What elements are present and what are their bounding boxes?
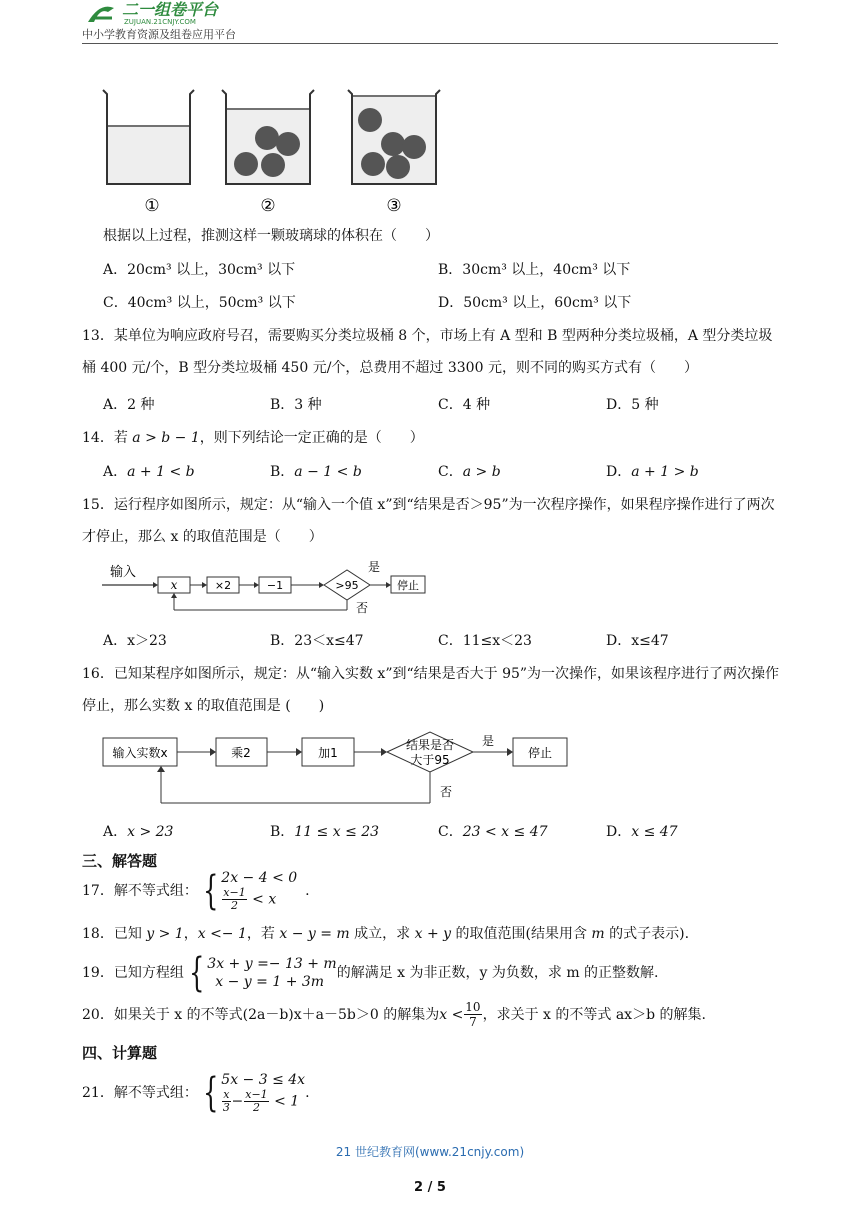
q20-math: x < (439, 1006, 464, 1023)
fraction-denominator: 2 (252, 1101, 260, 1114)
section-heading-3: 三、解答题 (82, 852, 158, 870)
q16-cond-line1: 结果是否 (405, 738, 455, 752)
footer-site-link[interactable]: 21 世纪教育网(www.21cnjy.com) (335, 1145, 525, 1159)
q17-prefix: 17．解不等式组： (82, 882, 198, 899)
q20 (82, 1000, 706, 1029)
q15-sub-box: −1 (266, 579, 284, 592)
q16-option-a[interactable] (103, 822, 173, 842)
q15-stop-box: 停止 (397, 579, 419, 592)
q17-line2 (221, 887, 297, 912)
q15-option-b[interactable]: B．23＜x≤47 (270, 633, 364, 649)
q12-stem: 根据以上过程，推测这样一颗玻璃球的体积在（ ） (103, 228, 439, 244)
q13-option-b[interactable]: B．3 种 (270, 397, 322, 413)
q16-stop-box: 停止 (527, 746, 553, 760)
option-label: A． (103, 824, 128, 840)
q14-stem (82, 428, 424, 448)
option-math: a > b (462, 464, 501, 480)
fraction-numerator: 10 (465, 1000, 481, 1014)
beaker-3 (348, 90, 440, 184)
beaker-label-1: ① (144, 196, 160, 216)
q17 (82, 869, 310, 912)
option-math: a + 1 > b (631, 464, 699, 480)
header-subtitle: 中小学教育资源及组卷应用平台 (82, 28, 236, 41)
q16-flowchart (100, 730, 570, 806)
beaker-label-2: ② (260, 196, 276, 216)
beaker-2 (222, 90, 314, 184)
q12-option-d[interactable]: D．50cm³ 以上，60cm³ 以下 (438, 295, 632, 311)
q14-option-c[interactable] (438, 462, 501, 482)
option-label: B． (270, 464, 295, 480)
q18-math-5: m (591, 926, 605, 942)
q14-option-d[interactable] (606, 462, 699, 482)
q21-line2 (221, 1089, 305, 1114)
q16-option-d[interactable] (606, 822, 678, 842)
q18-text-4: 成立，求 (349, 926, 415, 942)
q18-math-4: x + y (414, 926, 452, 942)
q18 (82, 924, 689, 944)
q17-line2-rest: < x (252, 891, 277, 908)
q14-prefix: 14．若 (82, 430, 133, 446)
page-number: 2 / 5 (414, 1180, 446, 1195)
q19-prefix: 19．已知方程组 (82, 965, 184, 981)
option-math: 11 ≤ x ≤ 23 (294, 824, 380, 840)
site-logo (82, 0, 272, 26)
q18-text-3: ，若 (246, 926, 280, 942)
option-label: D． (606, 464, 632, 480)
q21-fraction-a (222, 1089, 230, 1114)
q17-line1: 2x − 4 < 0 (221, 870, 298, 886)
q15-mul-box: ×2 (214, 579, 232, 592)
q13-stem: 13．某单位为响应政府号召，需要购买分类垃圾桶 8 个，市场上有 A 型和 B 型两种分类垃圾桶，A 型分类垃圾桶 400 元/个，B 型分类垃圾桶 450 元/个，总费用不超过 3300 元，则不同的购买方式有（ ） (82, 328, 773, 376)
q14-option-a[interactable] (103, 462, 195, 482)
q18-math-3: x − y = m (279, 926, 350, 942)
q17-fraction (222, 887, 246, 912)
q20-suffix: ，求关于 x 的不等式 ax＞b 的解集. (482, 1006, 706, 1023)
q15-option-d[interactable]: D．x≤47 (606, 633, 669, 649)
beaker-figure (100, 84, 450, 216)
q21-minus: − (231, 1093, 244, 1110)
q16-add-box: 加1 (318, 746, 338, 760)
q19-suffix: 的解满足 x 为非正数，y 为负数，求 m 的正整数解. (336, 965, 659, 981)
q13-option-c[interactable]: C．4 种 (438, 397, 491, 413)
q21 (82, 1071, 310, 1114)
option-label: D． (606, 824, 632, 840)
q15-flowchart (100, 558, 430, 614)
q15-option-a[interactable]: A．x＞23 (103, 633, 167, 649)
q15-input-label: 输入 (110, 565, 137, 580)
option-label: C． (438, 464, 463, 480)
brace-icon: { (188, 950, 205, 996)
q15-stem: 15．运行程序如图所示，规定：从“输入一个值 x”到“结果是否＞95”为一次程序操作，如果程序操作进行了两次才停止，那么 x 的取值范围是（ ） (82, 497, 775, 545)
option-math: x > 23 (127, 824, 174, 840)
q19-line1: 3x + y =− 13 + m (207, 956, 337, 972)
option-math: a − 1 < b (294, 464, 362, 480)
q16-yes-label: 是 (482, 734, 495, 748)
brace-icon: { (202, 1069, 219, 1116)
q19 (82, 950, 659, 996)
fraction-denominator: 2 (230, 899, 238, 912)
q14-condition: a > b − 1 (132, 430, 200, 446)
q16-option-b[interactable] (270, 822, 379, 842)
fraction-numerator: x−1 (223, 886, 246, 899)
q19-line2: x − y = 1 + 3m (215, 974, 325, 990)
q20-prefix: 20．如果关于 x 的不等式(2a－b)x＋a－5b＞0 的解集为 (82, 1006, 440, 1023)
q15-no-label: 否 (356, 601, 369, 614)
q16-stem: 16．已知某程序如图所示，规定：从“输入实数 x”到“结果是否大于 95”为一次操作，如果该程序进行了两次操作停止，那么实数 x 的取值范围是 ( ) (82, 666, 780, 714)
q18-text-2: ， (183, 926, 198, 942)
q16-input-box: 输入实数x (112, 746, 168, 760)
fraction-denominator: 7 (469, 1015, 477, 1029)
q15-yes-label: 是 (368, 560, 381, 574)
q18-text-5: 的取值范围(结果用含 (451, 926, 592, 942)
q16-mul-box: 乘2 (231, 746, 251, 760)
q21-prefix: 21．解不等式组： (82, 1084, 198, 1101)
section-heading-4: 四、计算题 (82, 1044, 158, 1062)
q15-x-box: x (170, 578, 178, 592)
q20-fraction (464, 1000, 481, 1029)
q21-suffix: . (305, 1084, 310, 1101)
q19-system (184, 950, 337, 996)
option-label: A． (103, 464, 128, 480)
q21-line2-rest: < 1 (274, 1093, 300, 1110)
q15-option-c[interactable]: C．11≤x＜23 (438, 633, 532, 649)
q15-cond-box: >95 (335, 579, 359, 592)
q18-math-2: x <− 1 (197, 926, 247, 942)
header-divider (82, 43, 778, 44)
q13-option-d[interactable]: D．5 种 (606, 397, 659, 413)
q13-option-a[interactable]: A．2 种 (103, 397, 155, 413)
brace-icon: { (202, 867, 219, 914)
q17-suffix: . (305, 882, 310, 899)
option-math: x ≤ 47 (631, 824, 678, 840)
fraction-numerator: x (223, 1088, 230, 1101)
q14-option-b[interactable] (270, 462, 362, 482)
beaker-1 (103, 90, 194, 184)
option-math: 23 < x ≤ 47 (462, 824, 548, 840)
option-label: B． (270, 824, 295, 840)
q21-line1: 5x − 3 ≤ 4x (221, 1072, 306, 1088)
fraction-numerator: x−1 (245, 1088, 268, 1101)
q18-text-1: 18．已知 (82, 926, 147, 942)
beaker-label-3: ③ (386, 196, 402, 216)
q17-system (198, 869, 297, 912)
q21-fraction-b (244, 1089, 268, 1114)
q16-option-c[interactable] (438, 822, 548, 842)
q16-no-label: 否 (440, 785, 453, 799)
option-math: a + 1 < b (127, 464, 195, 480)
q12-option-b[interactable]: B．30cm³ 以上，40cm³ 以下 (438, 262, 631, 278)
logo-text: 二一组卷平台 (122, 0, 219, 19)
q12-option-a[interactable]: A．20cm³ 以上，30cm³ 以下 (103, 262, 296, 278)
q12-option-c[interactable]: C．40cm³ 以上，50cm³ 以下 (103, 295, 296, 311)
q18-math-1: y > 1 (146, 926, 184, 942)
q21-system (198, 1071, 305, 1114)
q14-suffix: ，则下列结论一定正确的是（ ） (199, 430, 424, 446)
fraction-denominator: 3 (222, 1101, 230, 1114)
option-label: C． (438, 824, 463, 840)
logo-subtext: ZUJUAN.21CNJY.COM (124, 18, 196, 26)
q18-text-6: 的式子表示). (604, 926, 690, 942)
q16-cond-line2: 大于95 (410, 753, 450, 767)
